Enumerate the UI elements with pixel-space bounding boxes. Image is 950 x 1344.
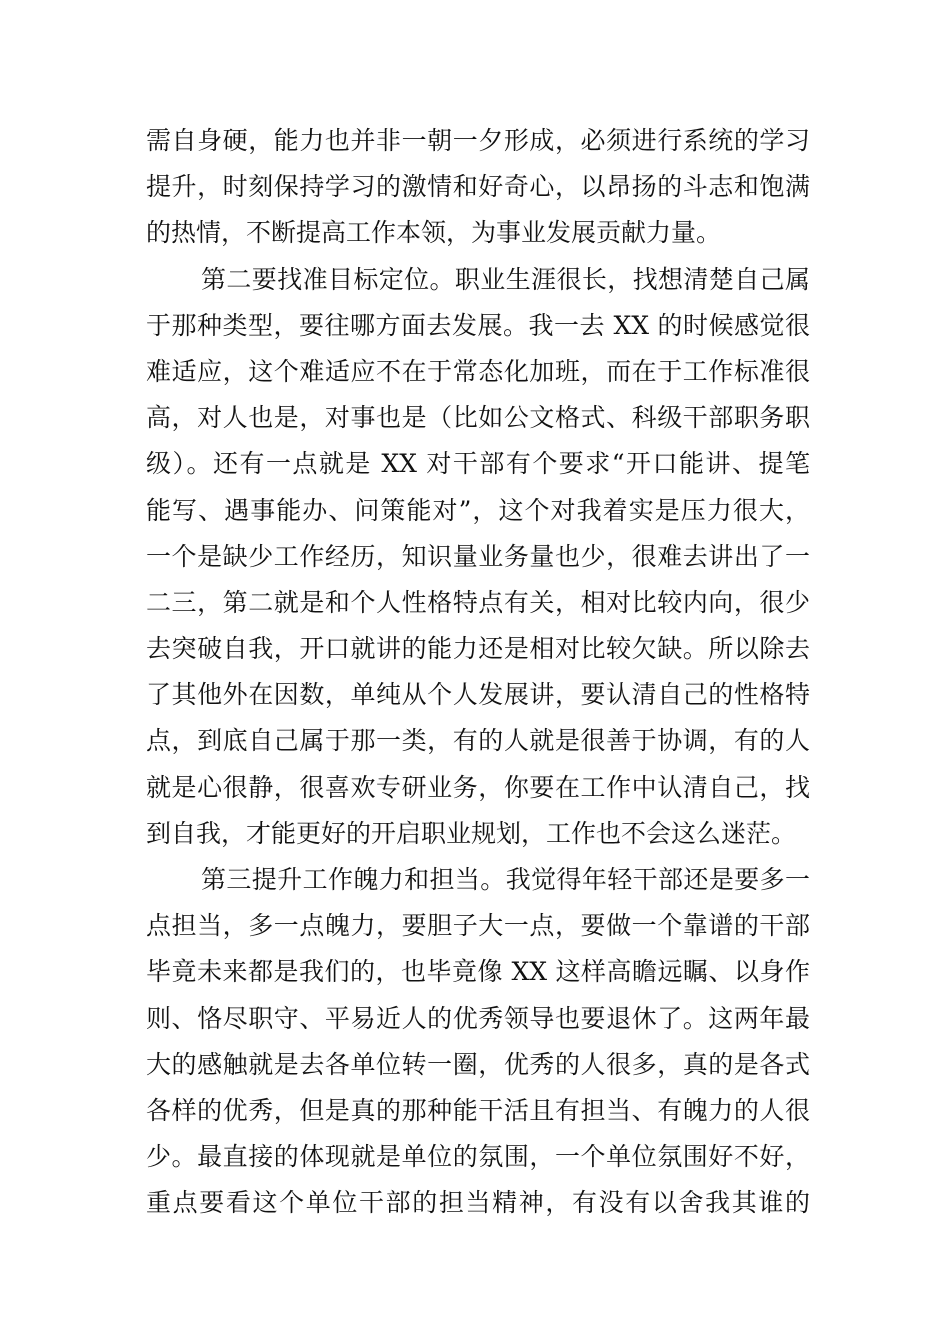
text-line: 高，对人也是，对事也是（比如公文格式、科级干部职务职 — [146, 403, 810, 433]
document-body — [146, 118, 810, 1227]
text-line: 则、恪尽职守、平易近人的优秀领导也要退休了。这两年最 — [146, 1003, 810, 1033]
text-line: 到自我，才能更好的开启职业规划，工作也不会这么迷茫。 — [146, 818, 797, 848]
text-line: 重点要看这个单位干部的担当精神，有没有以舍我其谁的 — [146, 1188, 810, 1218]
text-line: 点担当，多一点魄力，要胆子大一点，要做一个靠谱的干部 — [146, 911, 810, 941]
text-line: 需自身硬，能力也并非一朝一夕形成，必须进行系统的学习 — [146, 126, 810, 155]
text-line: 各样的优秀，但是真的那种能干活且有担当、有魄力的人很 — [146, 1095, 810, 1125]
text-line: 一个是缺少工作经历，知识量业务量也少，很难去讲出了一 — [146, 541, 810, 571]
text-line: 级）。还有一点就是 XX 对干部有个要求“开口能讲、提笔 — [146, 449, 810, 479]
text-line: 难适应，这个难适应不在于常态化加班，而在于工作标准很 — [146, 356, 810, 386]
text-line: 就是心很静，很喜欢专研业务，你要在工作中认清自己，找 — [146, 772, 810, 802]
paragraph-first-line: 第三提升工作魄力和担当。我觉得年轻干部还是要多一 — [201, 865, 810, 894]
text-line: 二三，第二就是和个人性格特点有关，相对比较内向，很少 — [146, 587, 810, 617]
text-line: 去突破自我，开口就讲的能力还是相对比较欠缺。所以除去 — [146, 634, 810, 664]
text-line: 提升，时刻保持学习的激情和好奇心，以昂扬的斗志和饱满 — [146, 172, 810, 202]
text-line: 少。最直接的体现就是单位的氛围，一个单位氛围好不好， — [146, 1142, 810, 1172]
text-line: 于那种类型，要往哪方面去发展。我一去 XX 的时候感觉很 — [146, 310, 810, 340]
text-line: 大的感触就是去各单位转一圈，优秀的人很多，真的是各式 — [146, 1049, 810, 1079]
text-line: 的热情，不断提高工作本领，为事业发展贡献力量。 — [146, 218, 722, 248]
text-line: 能写、遇事能办、问策能对”，这个对我着实是压力很大， — [146, 495, 810, 525]
text-line: 毕竟未来都是我们的，也毕竟像 XX 这样高瞻远瞩、以身作 — [146, 957, 810, 987]
text-line: 点，到底自己属于那一类，有的人就是很善于协调，有的人 — [146, 726, 810, 756]
text-line: 了其他外在因数，单纯从个人发展讲，要认清自己的性格特 — [146, 680, 810, 710]
paragraph-first-line: 第二要找准目标定位。职业生涯很长，找想清楚自己属 — [201, 264, 810, 294]
